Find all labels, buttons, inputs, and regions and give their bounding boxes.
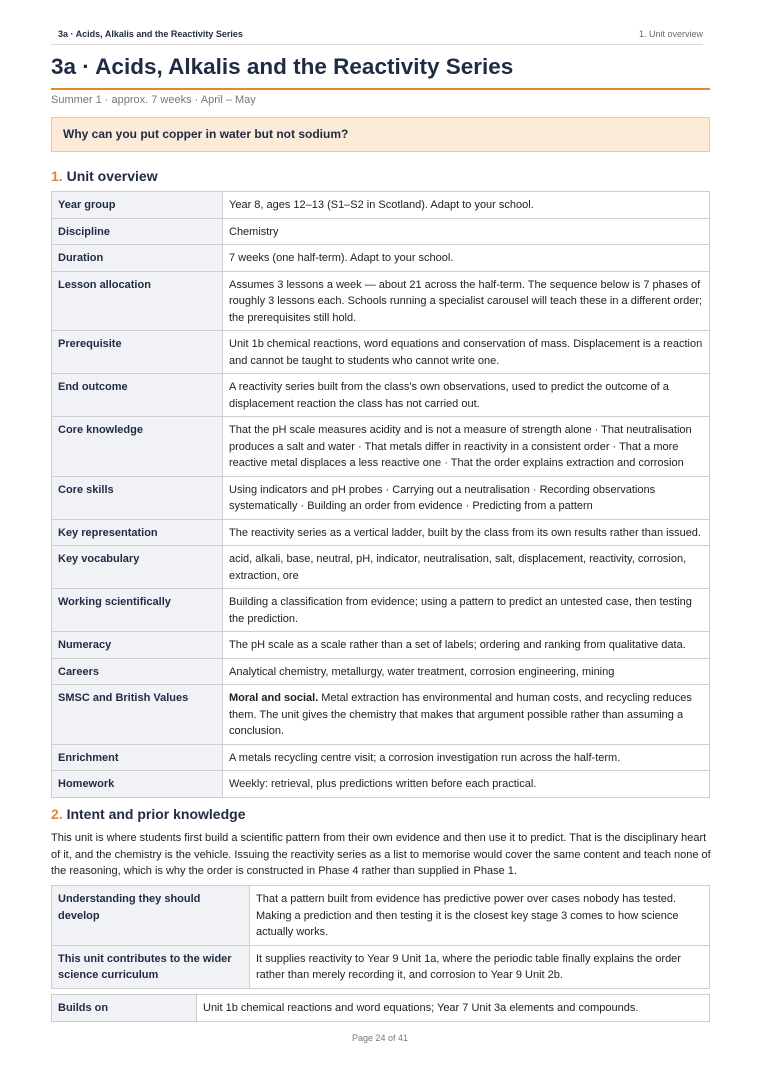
row-label: Key representation (52, 519, 223, 546)
key-question-box (51, 117, 710, 152)
section-heading-intent (51, 806, 245, 822)
row-value: Unit 1b chemical reactions and word equations; Year 7 Unit 3a elements and compounds. (197, 995, 710, 1022)
row-label: Understanding they should develop (52, 886, 250, 946)
smsc-emphasis: Moral and social. (229, 692, 319, 704)
unit-overview-table (51, 191, 710, 798)
running-header (51, 28, 703, 45)
row-label: Key vocabulary (52, 546, 223, 589)
intent-paragraph: This unit is where students first build a scientific pattern from their own evidence and then use it to predict. That is the disciplinary heart of it, and the chemistry is the vehicle. Issuing the reactivity series as a list to memorise would cover the same content and teach none of the reasoning, which is why the order is constructed in Phase 4 rather than supplied in Phase 1. (51, 832, 711, 877)
builds-on-table (51, 994, 710, 1022)
unit-meta: Summer 1 · approx. 7 weeks · April – May (51, 94, 256, 106)
running-header-unit-title: 3a · Acids, Alkalis and the Reactivity Series (58, 29, 243, 39)
row-label: Enrichment (52, 744, 223, 771)
row-value: It supplies reactivity to Year 9 Unit 1a, where the periodic table finally explains the order rather than merely recording it, and corrosion to Year 9 Unit 2b. (250, 945, 710, 988)
row-value: Using indicators and pH probes · Carrying out a neutralisation · Recording observations systematically · Building an order from evidence · Predicting from a pattern (223, 476, 710, 519)
row-label: Core skills (52, 476, 223, 519)
table-row (52, 886, 710, 946)
table-row (52, 331, 710, 374)
page-number: Page 24 of 41 (351, 1033, 409, 1043)
row-label: End outcome (52, 374, 223, 417)
section-title: Unit overview (66, 168, 158, 184)
row-label: Prerequisite (52, 331, 223, 374)
row-value: 7 weeks (one half-term). Adapt to your school. (223, 245, 710, 272)
section-number: 2. (51, 806, 63, 822)
table-row (52, 218, 710, 245)
table-row (52, 245, 710, 272)
row-label: Working scientifically (52, 589, 223, 632)
table-row (52, 374, 710, 417)
table-row (52, 417, 710, 477)
page-title: 3a · Acids, Alkalis and the Reactivity Series (51, 52, 710, 90)
row-label: Discipline (52, 218, 223, 245)
table-row (52, 771, 710, 798)
row-label: Year group (52, 192, 223, 219)
table-row (52, 192, 710, 219)
row-value: Weekly: retrieval, plus predictions written before each practical. (223, 771, 710, 798)
row-label: Homework (52, 771, 223, 798)
row-label: This unit contributes to the wider science curriculum (52, 945, 250, 988)
table-row (52, 945, 710, 988)
row-value: acid, alkali, base, neutral, pH, indicator, neutralisation, salt, displacement, reactivity, corrosion, extraction, ore (223, 546, 710, 589)
row-value: The reactivity series as a vertical ladder, built by the class from its own results rather than issued. (223, 519, 710, 546)
row-label: Builds on (52, 995, 197, 1022)
table-row (52, 589, 710, 632)
key-question: Why can you put copper in water but not sodium? (63, 127, 349, 141)
table-row (52, 519, 710, 546)
table-row (52, 744, 710, 771)
row-label: Numeracy (52, 632, 223, 659)
row-value (223, 685, 710, 745)
row-value: Assumes 3 lessons a week — about 21 across the half-term. The sequence below is 7 phases of roughly 3 lessons each. Schools running a specialist carousel will teach these in a different order; the prerequisites still hold. (223, 271, 710, 331)
row-value: Analytical chemistry, metallurgy, water treatment, corrosion engineering, mining (223, 658, 710, 685)
table-row (52, 685, 710, 745)
row-value: Unit 1b chemical reactions, word equations and conservation of mass. Displacement is a reaction and cannot be taught to students who cannot write one. (223, 331, 710, 374)
row-label: Duration (52, 245, 223, 272)
running-header-section: 1. Unit overview (638, 29, 703, 39)
row-label: SMSC and British Values (52, 685, 223, 745)
section-heading-unit-overview (51, 168, 158, 184)
section-number: 1. (51, 168, 63, 184)
row-value: That the pH scale measures acidity and is not a measure of strength alone · That neutralisation produces a salt and water · That metals differ in reactivity in a consistent order · That a more reactive metal displaces a less reactive one · That the order explains extraction and corrosion (223, 417, 710, 477)
row-value: That a pattern built from evidence has predictive power over cases nobody has tested. Making a prediction and then testing it is the closest key stage 3 comes to how science actually works. (250, 886, 710, 946)
row-value: A reactivity series built from the class's own observations, used to predict the outcome of a displacement reaction the class has not carried out. (223, 374, 710, 417)
table-row (52, 632, 710, 659)
row-value: A metals recycling centre visit; a corrosion investigation run across the half-term. (223, 744, 710, 771)
row-value: The pH scale as a scale rather than a set of labels; ordering and ranking from qualitative data. (223, 632, 710, 659)
table-row (52, 476, 710, 519)
table-row (52, 995, 710, 1022)
table-row (52, 546, 710, 589)
table-row (52, 658, 710, 685)
intent-table (51, 885, 710, 989)
row-value: Building a classification from evidence; using a pattern to predict an untested case, then testing the prediction. (223, 589, 710, 632)
row-label: Core knowledge (52, 417, 223, 477)
row-value: Year 8, ages 12–13 (S1–S2 in Scotland). Adapt to your school. (223, 192, 710, 219)
row-label: Lesson allocation (52, 271, 223, 331)
smsc-text: Metal extraction has environmental and human costs, and recycling reduces them. The unit gives the chemistry that makes that argument possible rather than assuming a conclusion. (229, 692, 692, 737)
row-value: Chemistry (223, 218, 710, 245)
table-row (52, 271, 710, 331)
section-title: Intent and prior knowledge (66, 806, 246, 822)
row-label: Careers (52, 658, 223, 685)
